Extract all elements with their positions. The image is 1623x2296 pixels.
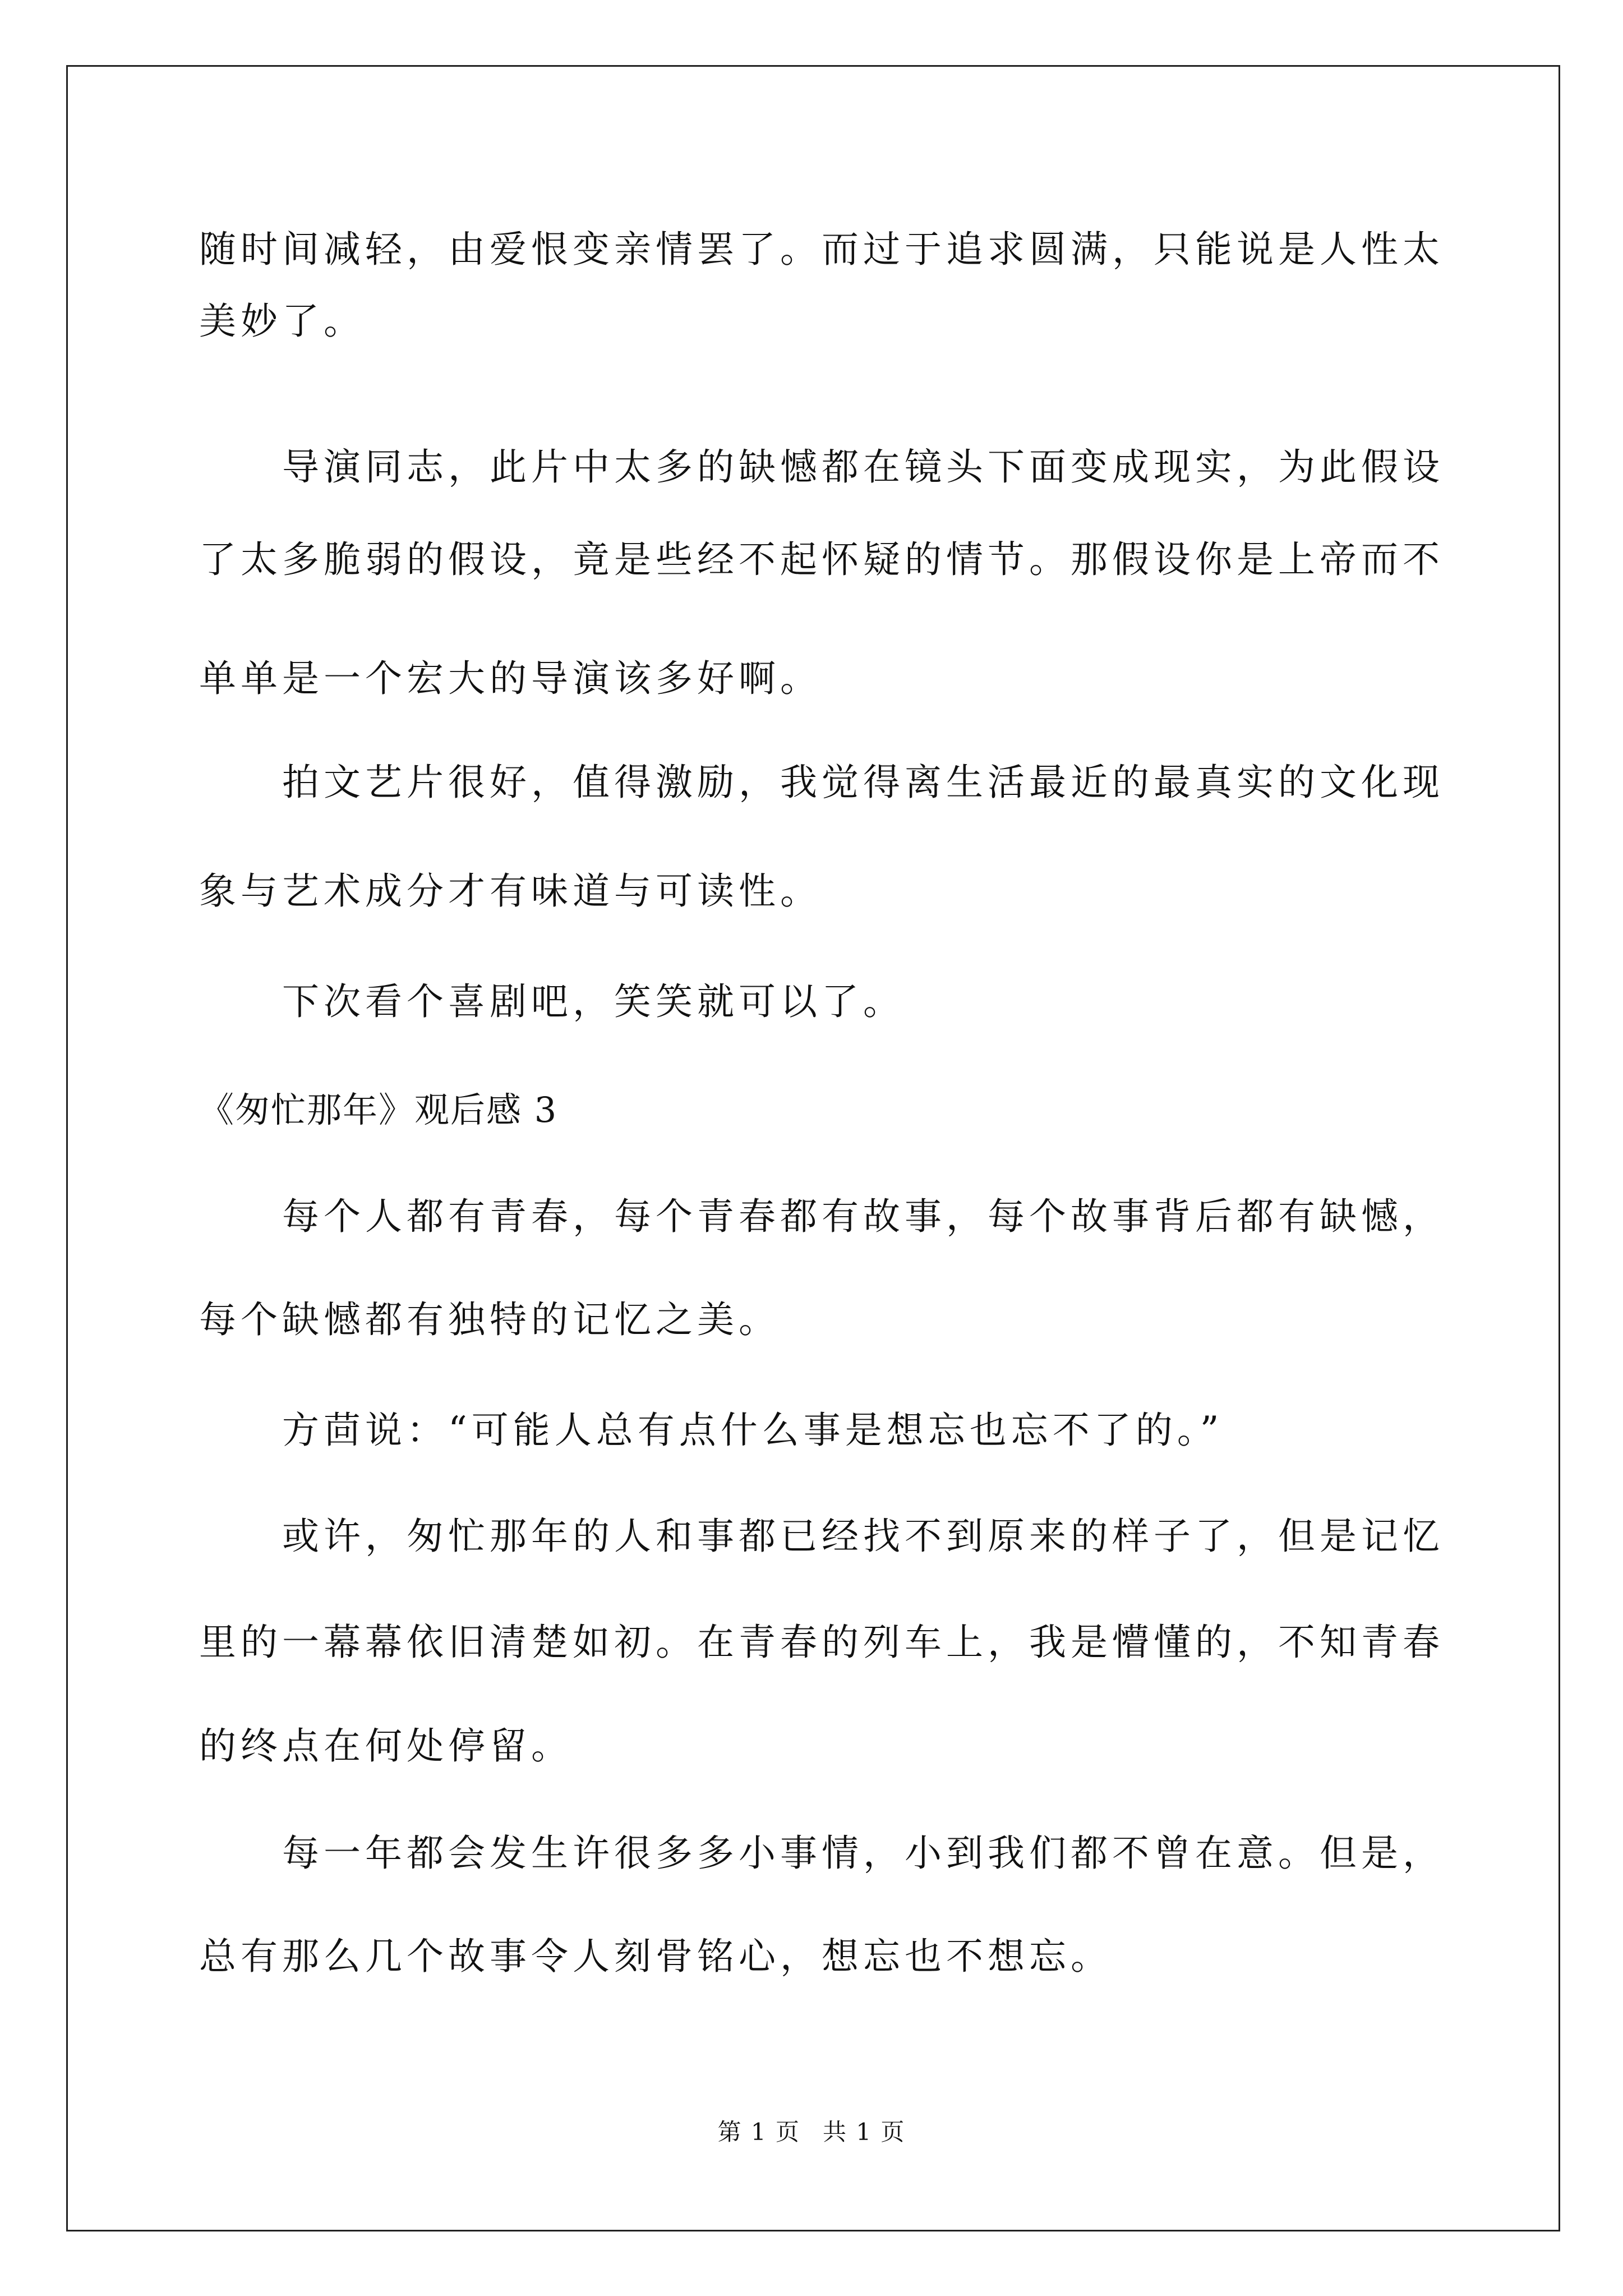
text-line: 或许，匆忙那年的人和事都已经找不到原来的样子了，但是记忆: [282, 1515, 1444, 1558]
page-border: [66, 65, 1560, 2231]
text-line: 象与艺术成分才有味道与可读性。: [199, 869, 822, 913]
text-line: 导演同志，此片中太多的缺憾都在镜头下面变成现实，为此假设: [282, 445, 1444, 489]
text-line: 的终点在何处停留。: [199, 1724, 573, 1768]
page-number: 第 1 页: [717, 2118, 800, 2146]
text-line: 随时间减轻，由爱恨变亲情罢了。而过于追求圆满，只能说是人性太: [199, 228, 1444, 271]
text-line: 了太多脆弱的假设，竟是些经不起怀疑的情节。那假设你是上帝而不: [199, 538, 1444, 581]
text-line: 方茴说：“可能人总有点什么事是想忘也忘不了的。”: [282, 1409, 1224, 1452]
text-line: 里的一幕幕依旧清楚如初。在青春的列车上，我是懵懂的，不知青春: [199, 1621, 1444, 1664]
text-line: 美妙了。: [199, 300, 365, 343]
section-heading: 《匆忙那年》观后感 3: [199, 1089, 558, 1130]
page-footer: [0, 2114, 1623, 2147]
text-line: 拍文艺片很好，值得激励，我觉得离生活最近的最真实的文化现: [282, 761, 1444, 804]
text-line: 每个缺憾都有独特的记忆之美。: [199, 1298, 780, 1341]
text-line: 总有那么几个故事令人刻骨铭心，想忘也不想忘。: [199, 1935, 1112, 1978]
text-line: 每个人都有青春，每个青春都有故事，每个故事背后都有缺憾，: [282, 1195, 1444, 1238]
text-line: 每一年都会发生许很多多小事情，小到我们都不曾在意。但是，: [282, 1832, 1444, 1875]
text-line: 下次看个喜剧吧，笑笑就可以了。: [282, 980, 905, 1023]
text-line: 单单是一个宏大的导演该多好啊。: [199, 657, 822, 700]
page-total: 共 1 页: [823, 2118, 906, 2146]
